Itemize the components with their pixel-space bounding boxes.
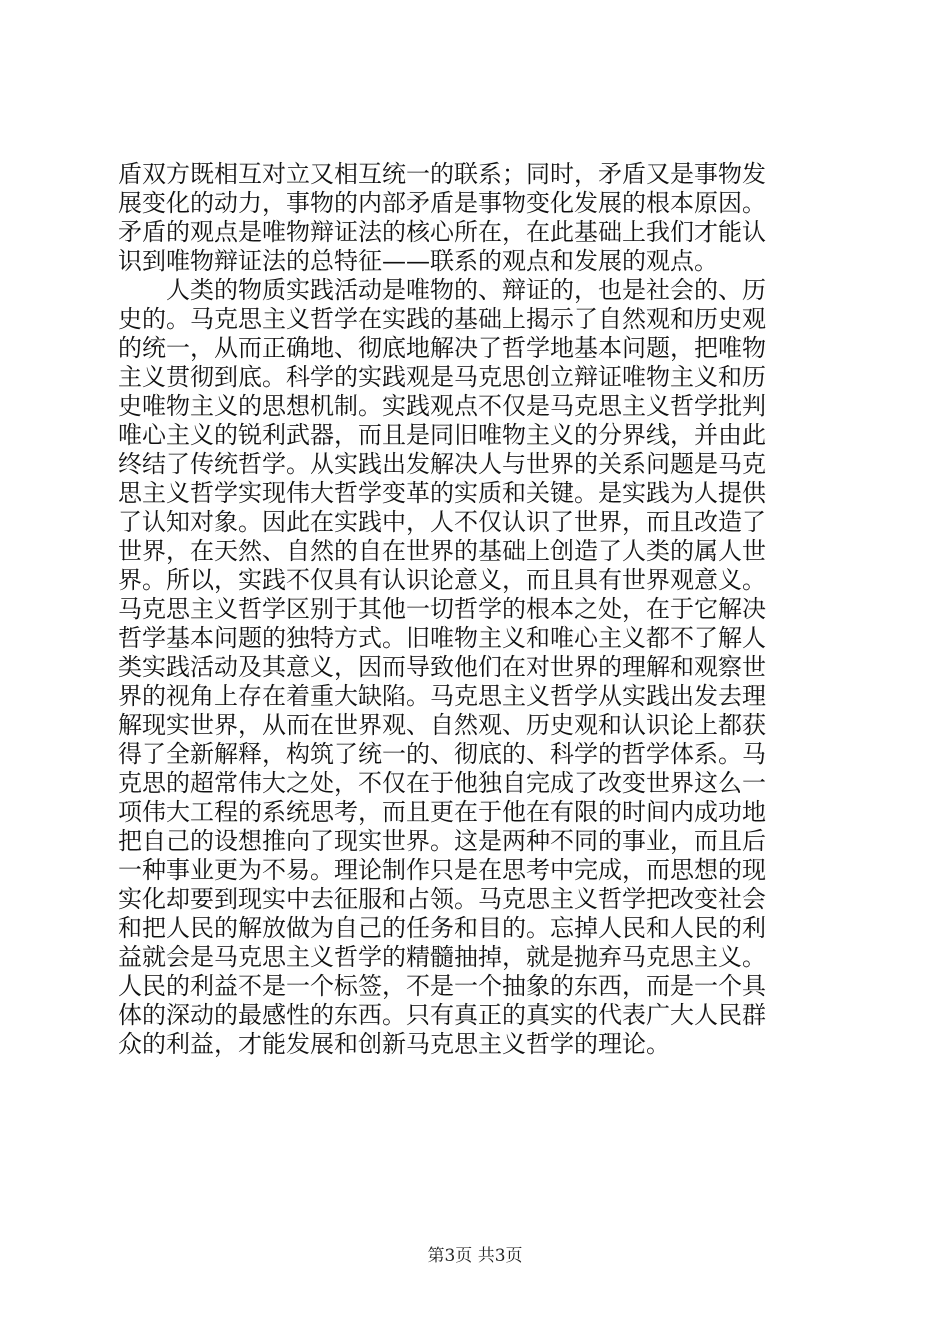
- text-line: 史唯物主义的思想机制。实践观点不仅是马克思主义哲学批判: [118, 392, 766, 420]
- text-line: 史的。马克思主义哲学在实践的基础上揭示了自然观和历史观: [118, 305, 766, 333]
- text-line: 哲学基本问题的独特方式。旧唯物主义和唯心主义都不了解人: [118, 624, 766, 652]
- text-line: 界的视角上存在着重大缺陷。马克思主义哲学从实践出发去理: [118, 682, 766, 710]
- text-line: 众的利益，才能发展和创新马克思主义哲学的理论。: [118, 1030, 670, 1058]
- text-line: 唯心主义的锐利武器，而且是同旧唯物主义的分界线，并由此: [118, 421, 766, 449]
- text-line: 类实践活动及其意义，因而导致他们在对世界的理解和观察世: [118, 653, 766, 681]
- text-line: 体的深动的最感性的东西。只有真正的真实的代表广大人民群: [118, 1001, 766, 1029]
- text-line: 解现实世界，从而在世界观、自然观、历史观和认识论上都获: [118, 711, 766, 739]
- page-number-footer: 第3页 共3页: [427, 1246, 523, 1266]
- text-line: 一种事业更为不易。理论制作只是在思考中完成，而思想的现: [118, 856, 766, 884]
- text-line: 界。所以，实践不仅具有认识论意义，而且具有世界观意义。: [118, 566, 766, 594]
- text-line: 人民的利益不是一个标签，不是一个抽象的东西，而是一个具: [118, 972, 766, 1000]
- text-line: 主义贯彻到底。科学的实践观是马克思创立辩证唯物主义和历: [118, 363, 766, 391]
- text-line: 识到唯物辩证法的总特征——联系的观点和发展的观点。: [118, 247, 718, 275]
- text-line: 展变化的动力，事物的内部矛盾是事物变化发展的根本原因。: [118, 189, 766, 217]
- text-line: 益就会是马克思主义哲学的精髓抽掉，就是抛弃马克思主义。: [118, 943, 766, 971]
- text-line: 终结了传统哲学。从实践出发解决人与世界的关系问题是马克: [118, 450, 766, 478]
- text-line: 盾双方既相互对立又相互统一的联系；同时，矛盾又是事物发: [118, 160, 766, 188]
- text-line: 了认知对象。因此在实践中，人不仅认识了世界，而且改造了: [118, 508, 766, 536]
- text-line: 和把人民的解放做为自己的任务和目的。忘掉人民和人民的利: [118, 914, 766, 942]
- text-line: 马克思主义哲学区别于其他一切哲学的根本之处，在于它解决: [118, 595, 766, 623]
- text-line: 项伟大工程的系统思考，而且更在于他在有限的时间内成功地: [118, 798, 766, 826]
- text-line: 矛盾的观点是唯物辩证法的核心所在，在此基础上我们才能认: [118, 218, 766, 246]
- text-line: 把自己的设想推向了现实世界。这是两种不同的事业，而且后: [118, 827, 766, 855]
- text-line: 世界，在天然、自然的自在世界的基础上创造了人类的属人世: [118, 537, 766, 565]
- text-line: 思主义哲学实现伟大哲学变革的实质和关键。是实践为人提供: [118, 479, 766, 507]
- text-line: 实化却要到现实中去征服和占领。马克思主义哲学把改变社会: [118, 885, 766, 913]
- text-line: 的统一，从而正确地、彻底地解决了哲学地基本问题，把唯物: [118, 334, 766, 362]
- text-line: 得了全新解释，构筑了统一的、彻底的、科学的哲学体系。马: [118, 740, 766, 768]
- text-line: 克思的超常伟大之处，不仅在于他独自完成了改变世界这么一: [118, 769, 766, 797]
- text-line: 人类的物质实践活动是唯物的、辩证的，也是社会的、历: [118, 276, 766, 304]
- document-body: [118, 160, 838, 1059]
